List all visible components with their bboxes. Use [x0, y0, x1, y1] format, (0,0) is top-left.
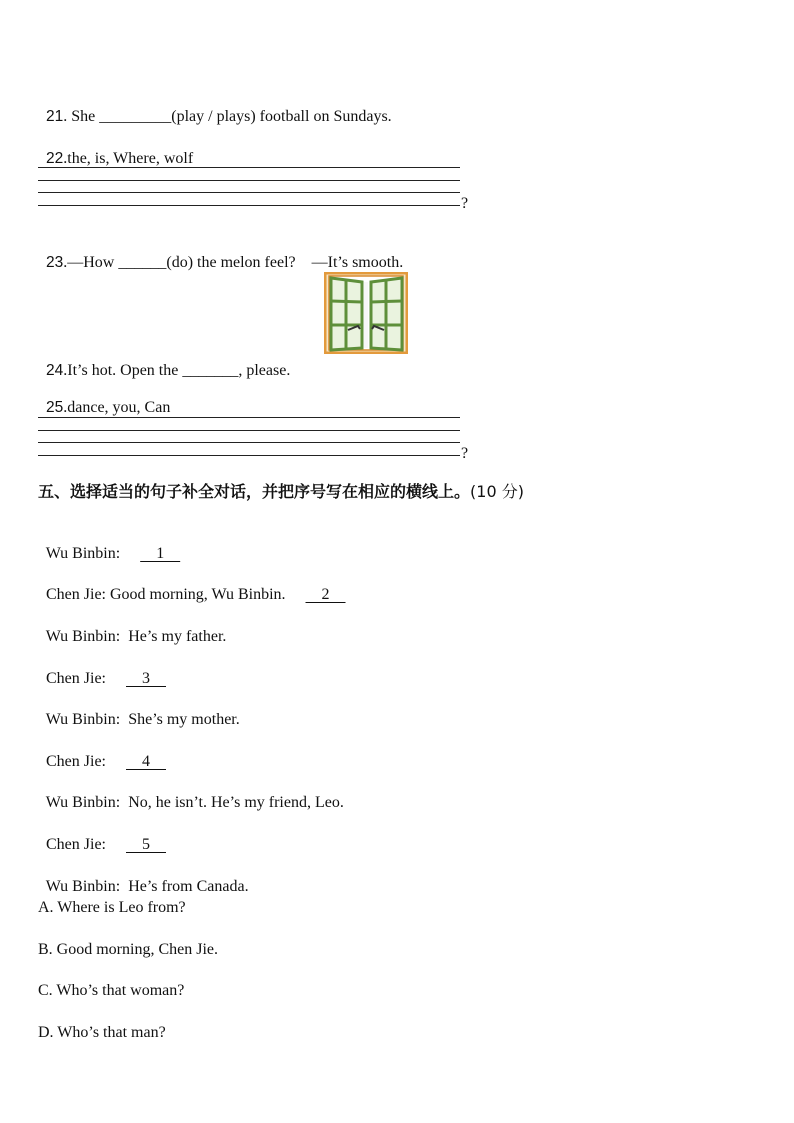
dialogue-text: He’s from Canada. [128, 878, 249, 895]
answer-line [38, 442, 460, 443]
question-number: 25 [46, 399, 64, 416]
question-22 [38, 129, 193, 169]
speaker: Wu Binbin: [45, 878, 121, 895]
question-number: 23 [46, 254, 64, 271]
dialogue-line [38, 607, 226, 647]
dialogue-line [38, 565, 358, 605]
answer-line [38, 455, 460, 456]
question-text: .It’s hot. Open the _______, please. [63, 362, 291, 379]
dialogue-line [38, 649, 178, 689]
answer-blank[interactable]: 2 [305, 586, 346, 603]
answer-line [38, 417, 460, 418]
question-21 [38, 87, 392, 127]
option-b: B. Good morning, Chen Jie. [38, 941, 218, 958]
window-icon [324, 272, 408, 354]
question-text: .the, is, Where, wolf [63, 150, 194, 167]
answer-blank[interactable]: 4 [126, 753, 166, 770]
answer-blank[interactable]: 1 [140, 545, 181, 562]
section-title: 五、选择适当的句子补全对话，并把序号写在相应的横线上。 [38, 482, 471, 501]
answer-line [38, 205, 460, 206]
dialogue-text: No, he isn’t. He’s my friend, Leo. [128, 794, 344, 811]
question-number: 21 [46, 108, 64, 125]
answer-blank[interactable]: 5 [126, 836, 166, 853]
dialogue-text: He’s my father. [128, 628, 227, 645]
option-c: C. Who’s that woman? [38, 982, 185, 999]
dialogue-line [38, 773, 344, 813]
dialogue-line [38, 690, 240, 730]
section-score: (10 分) [470, 482, 524, 501]
option-a: A. Where is Leo from? [38, 899, 186, 916]
answer-line [38, 167, 460, 168]
question-text: . She _________(play / plays) football on Sundays. [63, 108, 392, 125]
dialogue-text: Good morning, Wu Binbin. [110, 586, 286, 603]
dialogue-line [38, 732, 178, 772]
answer-blank[interactable]: 3 [126, 670, 166, 687]
speaker: Chen Jie: [46, 670, 106, 687]
answer-line [38, 180, 460, 181]
dialogue-line [38, 815, 178, 855]
speaker: Wu Binbin: [45, 545, 121, 562]
question-text: .—How ______(do) the melon feel? —It’s smooth. [63, 254, 404, 271]
speaker: Chen Jie: [46, 836, 106, 853]
answer-line [38, 430, 460, 431]
dialogue-line [38, 524, 192, 564]
speaker: Chen Jie: [46, 753, 106, 770]
question-23 [38, 233, 403, 273]
question-text: .dance, you, Can [63, 399, 171, 416]
question-mark: ? [461, 195, 469, 212]
dialogue-line [38, 857, 249, 897]
speaker: Wu Binbin: [45, 711, 121, 728]
dialogue-text: She’s my mother. [128, 711, 240, 728]
speaker: Chen Jie: [46, 586, 106, 603]
question-24 [38, 341, 290, 381]
speaker: Wu Binbin: [45, 628, 121, 645]
section-heading [38, 481, 524, 503]
question-mark: ? [461, 445, 469, 462]
question-number: 24 [46, 362, 64, 379]
speaker: Wu Binbin: [45, 794, 121, 811]
option-d: D. Who’s that man? [38, 1024, 166, 1041]
question-number: 22 [46, 150, 64, 167]
answer-line [38, 192, 460, 193]
question-25 [38, 378, 170, 418]
